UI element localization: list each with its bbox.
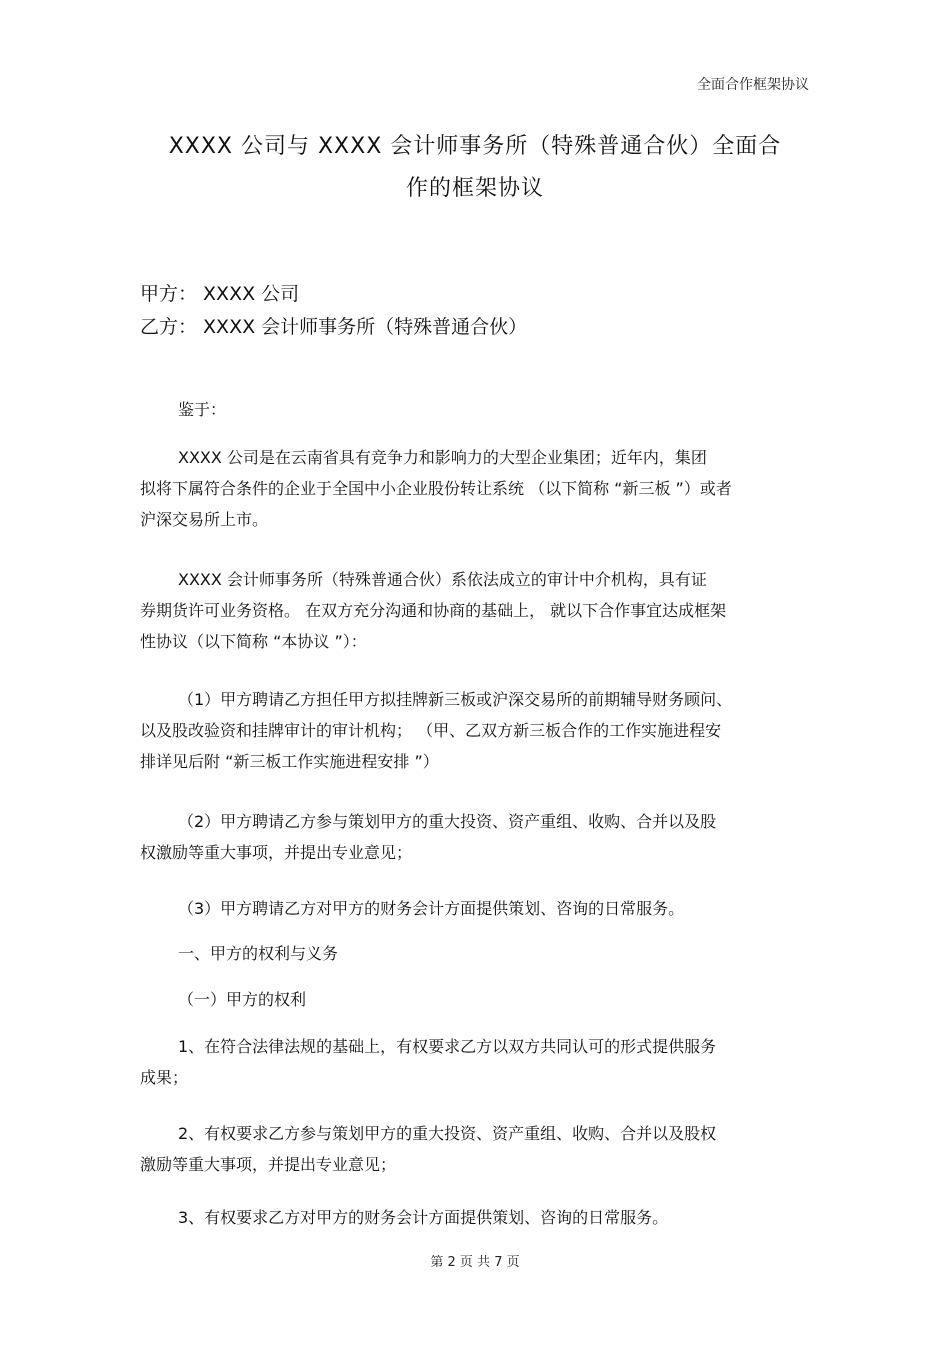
title-line-1: XXXX 公司与 XXXX 会计师事务所（特殊普通合伙）全面合 — [168, 134, 782, 159]
paragraph-line: 排详见后附 “新三板工作实施进程安排 ”） — [140, 752, 439, 771]
paragraph-1 — [140, 442, 820, 535]
paragraph-line: 拟将下属符合条件的企业于全国中小企业股份转让系统 （以下简称 “新三板 ”）或者 — [140, 479, 732, 498]
subsection-heading-1: （一）甲方的权利 — [178, 990, 307, 1009]
paragraph-2 — [140, 564, 820, 657]
party-b: 乙方： XXXX 会计师事务所（特殊普通合伙） — [140, 316, 528, 338]
paragraph-line: 2、有权要求乙方参与策划甲方的重大投资、资产重组、收购、合并以及股权 — [178, 1124, 717, 1143]
paragraph-line: XXXX 会计师事务所（特殊普通合伙）系依法成立的审计中介机构，具有证 — [178, 570, 707, 589]
paragraph-line: 权激励等重大事项，并提出专业意见； — [140, 843, 413, 862]
paragraph-line: （1）甲方聘请乙方担任甲方拟挂牌新三板或沪深交易所的前期辅导财务顾问、 — [178, 690, 733, 709]
paragraph-line: 券期货许可业务资格。 在双方充分沟通和协商的基础上， 就以下合作事宜达成框架 — [140, 601, 727, 620]
right-item-3: 3、有权要求乙方对甲方的财务会计方面提供策划、咨询的日常服务。 — [178, 1208, 669, 1227]
whereas-heading: 鉴于： — [178, 400, 227, 419]
document-title — [0, 126, 950, 210]
paragraph-line: 性协议（以下简称 “本协议 ”）： — [140, 632, 367, 651]
clause-3: （3）甲方聘请乙方对甲方的财务会计方面提供策划、咨询的日常服务。 — [178, 899, 685, 918]
paragraph-line: 成果； — [140, 1068, 189, 1087]
clause-1 — [140, 684, 820, 777]
paragraph-line: （2）甲方聘请乙方参与策划甲方的重大投资、资产重组、收购、合并以及股 — [178, 812, 717, 831]
paragraph-line: 1、在符合法律法规的基础上，有权要求乙方以双方共同认可的形式提供服务 — [178, 1037, 717, 1056]
party-a: 甲方： XXXX 公司 — [140, 283, 300, 305]
page-number: 第 2 页 共 7 页 — [430, 1255, 520, 1270]
right-item-2 — [140, 1118, 820, 1180]
paragraph-line: XXXX 公司是在云南省具有竞争力和影响力的大型企业集团；近年内，集团 — [178, 448, 707, 467]
right-item-1 — [140, 1031, 820, 1093]
section-heading-1: 一、甲方的权利与义务 — [178, 944, 339, 963]
paragraph-line: 激励等重大事项，并提出专业意见； — [140, 1155, 397, 1174]
paragraph-line: 沪深交易所上市。 — [140, 510, 269, 529]
paragraph-line: 以及股改验资和挂牌审计的审计机构； （甲、乙双方新三板合作的工作实施进程安 — [140, 721, 722, 740]
running-header: 全面合作框架协议 — [697, 77, 809, 93]
title-line-2: 作的框架协议 — [405, 176, 544, 201]
clause-2 — [140, 806, 820, 868]
